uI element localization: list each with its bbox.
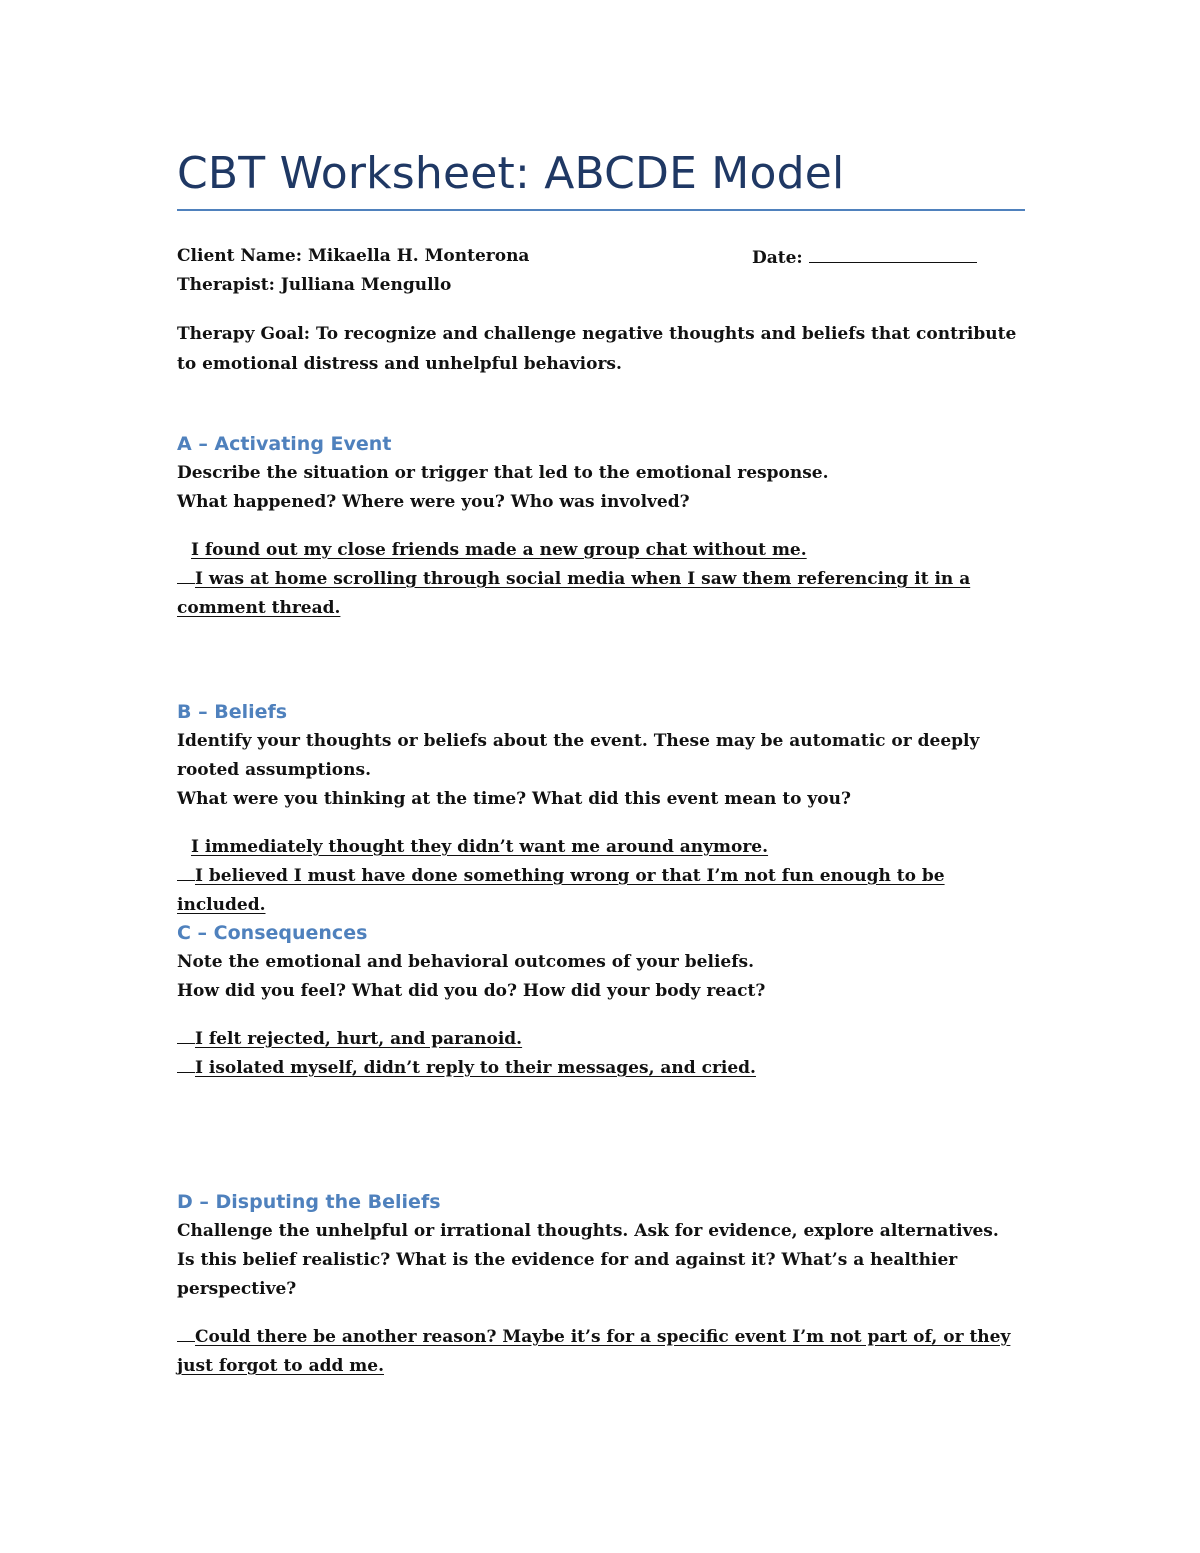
date-field[interactable] [809,242,977,263]
client-info [177,242,1017,300]
answer-line: I isolated myself, didn’t reply to their messages, and cried. [177,1054,1017,1083]
answer-line: I found out my close friends made a new group chat without me. [191,540,807,560]
section-heading: B – Beliefs [177,701,288,723]
section-heading: A – Activating Event [177,433,392,455]
answer-line: I believed I must have done something wrong or that I’m not fun enough to be included. [177,862,1017,920]
therapist-line [177,271,1017,300]
answer-line: I felt rejected, hurt, and paranoid. [177,1025,1017,1054]
section-heading: C – Consequences [177,922,368,944]
section-question: How did you feel? What did you do? How did your body react? [177,981,766,1001]
answer-line: I was at home scrolling through social media when I saw them referencing it in a comment thread. [177,565,1017,623]
section-prompt: Challenge the unhelpful or irrational thoughts. Ask for evidence, explore alternatives. [177,1221,999,1241]
section-prompt: Note the emotional and behavioral outcomes of your beliefs. [177,952,755,972]
client-name-value: Mikaella H. Monterona [307,246,530,266]
therapist-label: Therapist: [177,275,275,295]
title-divider [177,209,1025,211]
section-answers [177,1323,1017,1381]
answer-line: I immediately thought they didn’t want me around anymore. [191,837,769,857]
section-activating-event [177,429,1017,623]
section-answers [177,1025,1017,1083]
section-disputing [177,1187,1017,1381]
section-answers [177,536,1017,623]
section-beliefs [177,697,1017,920]
section-prompt: Describe the situation or trigger that led to the emotional response. [177,463,829,483]
section-prompt: Identify your thoughts or beliefs about the event. These may be automatic or deeply rooted assumptions. [177,731,980,780]
therapy-goal: Therapy Goal: To recognize and challenge negative thoughts and beliefs that contribute to emotional distress and unhelpful behaviors. [177,324,1017,374]
section-heading: D – Disputing the Beliefs [177,1191,441,1213]
date-line [752,242,977,273]
section-answers [177,833,1017,920]
section-consequences [177,918,1017,1083]
section-question: What were you thinking at the time? What did this event mean to you? [177,789,851,809]
answer-line: Could there be another reason? Maybe it’s for a specific event I’m not part of, or they just forgot to add me. [177,1323,1017,1381]
date-label: Date: [752,248,803,268]
section-question: What happened? Where were you? Who was involved? [177,492,690,512]
section-question: Is this belief realistic? What is the evidence for and against it? What’s a healthier perspective? [177,1250,958,1299]
therapist-value: Julliana Mengullo [280,275,452,295]
client-name-label: Client Name: [177,246,303,266]
page-title: CBT Worksheet: ABCDE Model [177,148,845,199]
